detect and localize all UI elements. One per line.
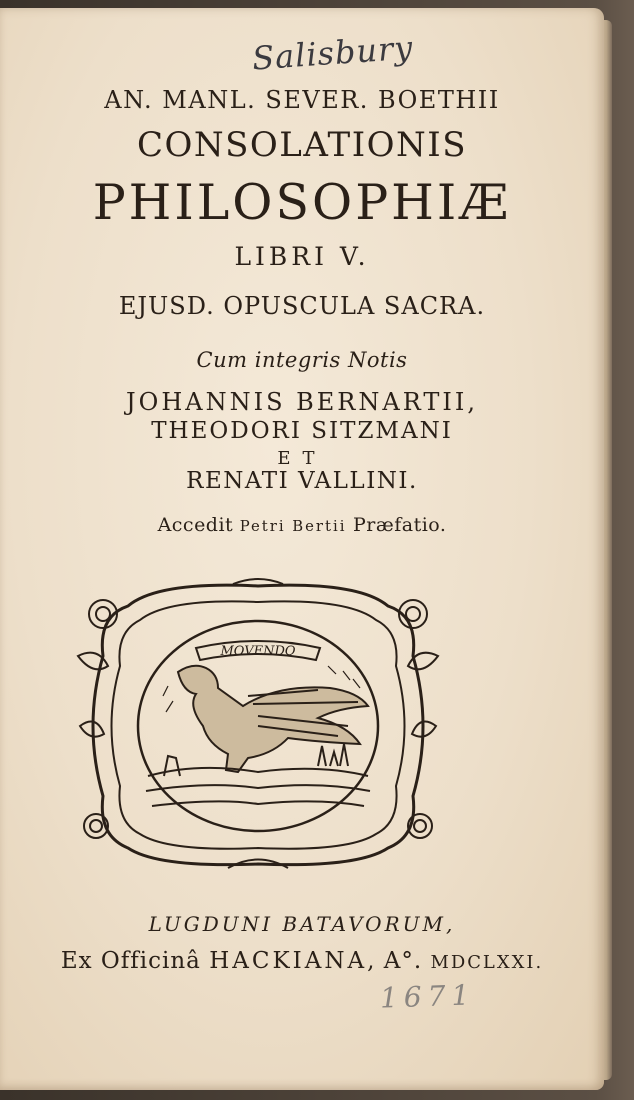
title-line-2: PHILOSOPHIÆ: [92, 174, 512, 231]
books-line: LIBRI V.: [234, 242, 370, 271]
notes-intro: Cum integris Notis: [196, 348, 408, 372]
pencil-year-annotation: 1671: [379, 978, 476, 1015]
eagle-printers-device-icon: [68, 576, 448, 876]
printer-part-a: Ex Officinâ: [60, 948, 210, 974]
owner-signature: Salisbury: [250, 28, 415, 78]
imprint-printer: [0, 948, 604, 974]
appendix-line: EJUSD. OPUSCULA SACRA.: [118, 292, 486, 320]
author-line: AN. MANL. SEVER. BOETHII: [104, 86, 500, 114]
printer-part-c: , A°.: [367, 948, 431, 974]
preface-part-c: Præfatio.: [346, 514, 447, 536]
preface-line: [0, 514, 604, 536]
commentator-3: RENATI VALLINI.: [186, 468, 418, 494]
preface-part-a: Accedit: [157, 514, 240, 536]
title-line-1: CONSOLATIONIS: [136, 125, 468, 165]
device-motto: MOVENDO: [220, 644, 296, 659]
commentator-1: JOHANNIS BERNARTII,: [126, 388, 478, 416]
preface-name: Petri Bertii: [239, 518, 347, 535]
commentator-2: THEODORI SITZMANI: [151, 418, 453, 444]
conjunction: ET: [277, 448, 327, 469]
printer-name: HACKIANA: [209, 948, 368, 974]
imprint-year: MDCLXXI.: [430, 952, 544, 973]
title-page: [0, 8, 604, 1090]
imprint-place: LUGDUNI BATAVORUM,: [148, 912, 456, 936]
